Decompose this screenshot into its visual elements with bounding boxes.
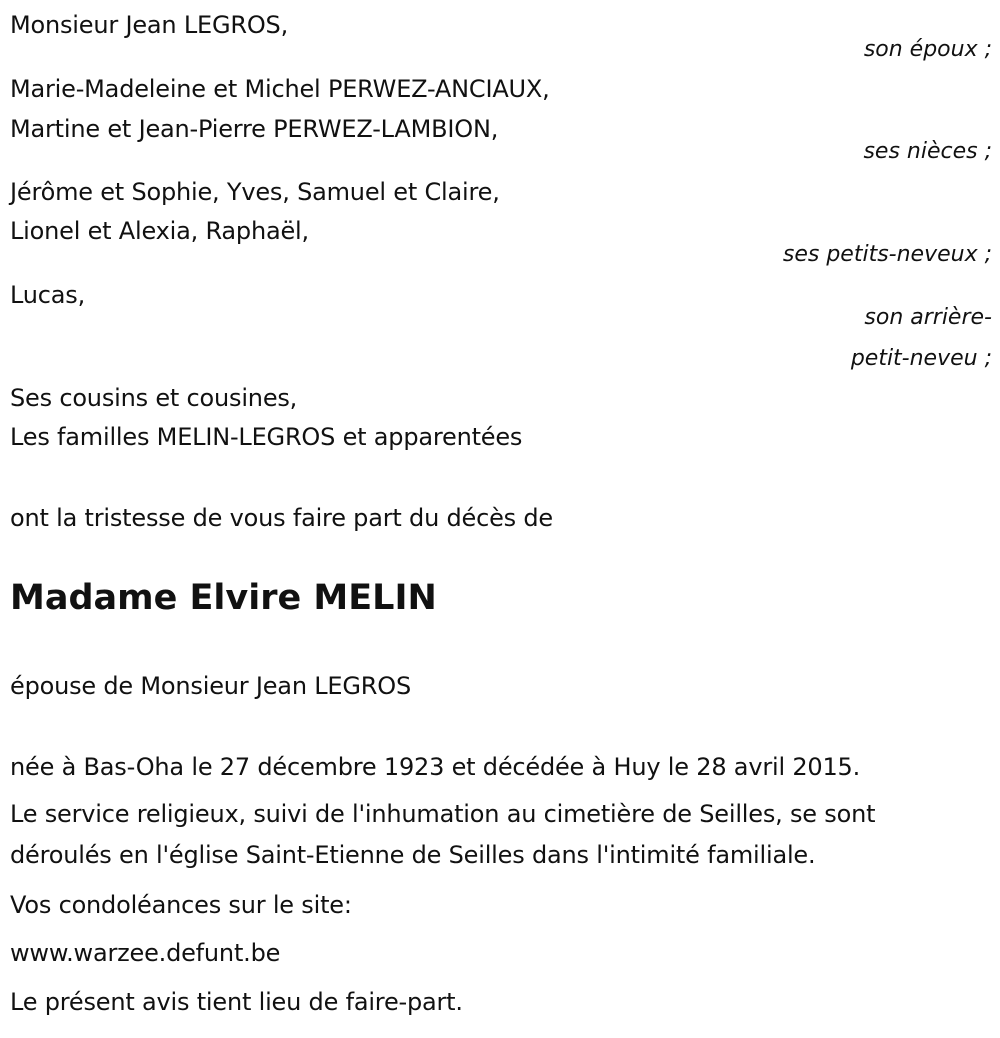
spouse-relation: son époux ; bbox=[863, 37, 992, 62]
grandnephews-line-1: Jérôme et Sophie, Yves, Samuel et Claire, bbox=[10, 178, 500, 206]
great-grandnephew-relation-line-1: son arrière- bbox=[864, 305, 992, 330]
service-line-2: déroulés en l'église Saint-Etienne de Seilles dans l'intimité familiale. bbox=[10, 841, 816, 869]
notice-footer: Le présent avis tient lieu de faire-part. bbox=[10, 988, 463, 1016]
spouse-of-text: épouse de Monsieur Jean LEGROS bbox=[10, 672, 411, 700]
nieces-relation: ses nièces ; bbox=[863, 139, 992, 164]
niece-line-1: Marie-Madeleine et Michel PERWEZ-ANCIAUX, bbox=[10, 75, 550, 103]
grandnephews-line-2: Lionel et Alexia, Raphaël, bbox=[10, 217, 309, 245]
grandnephews-relation: ses petits-neveux ; bbox=[782, 242, 992, 267]
announcement-text: ont la tristesse de vous faire part du décès de bbox=[10, 504, 553, 532]
deceased-name: Madame Elvire MELIN bbox=[10, 578, 437, 618]
condolences-website: www.warzee.defunt.be bbox=[10, 939, 281, 967]
niece-line-2: Martine et Jean-Pierre PERWEZ-LAMBION, bbox=[10, 115, 499, 143]
great-grandnephew-relation-line-2: petit-neveu ; bbox=[850, 346, 992, 371]
birth-death-details: née à Bas-Oha le 27 décembre 1923 et décédée à Huy le 28 avril 2015. bbox=[10, 753, 861, 781]
spouse-name: Monsieur Jean LEGROS, bbox=[10, 11, 288, 39]
families-line: Les familles MELIN-LEGROS et apparentées bbox=[10, 423, 523, 451]
cousins-line: Ses cousins et cousines, bbox=[10, 384, 298, 412]
service-line-1: Le service religieux, suivi de l'inhumation au cimetière de Seilles, se sont bbox=[10, 800, 876, 828]
condolences-text: Vos condoléances sur le site: bbox=[10, 891, 352, 919]
great-grandnephew-name: Lucas, bbox=[10, 281, 85, 309]
